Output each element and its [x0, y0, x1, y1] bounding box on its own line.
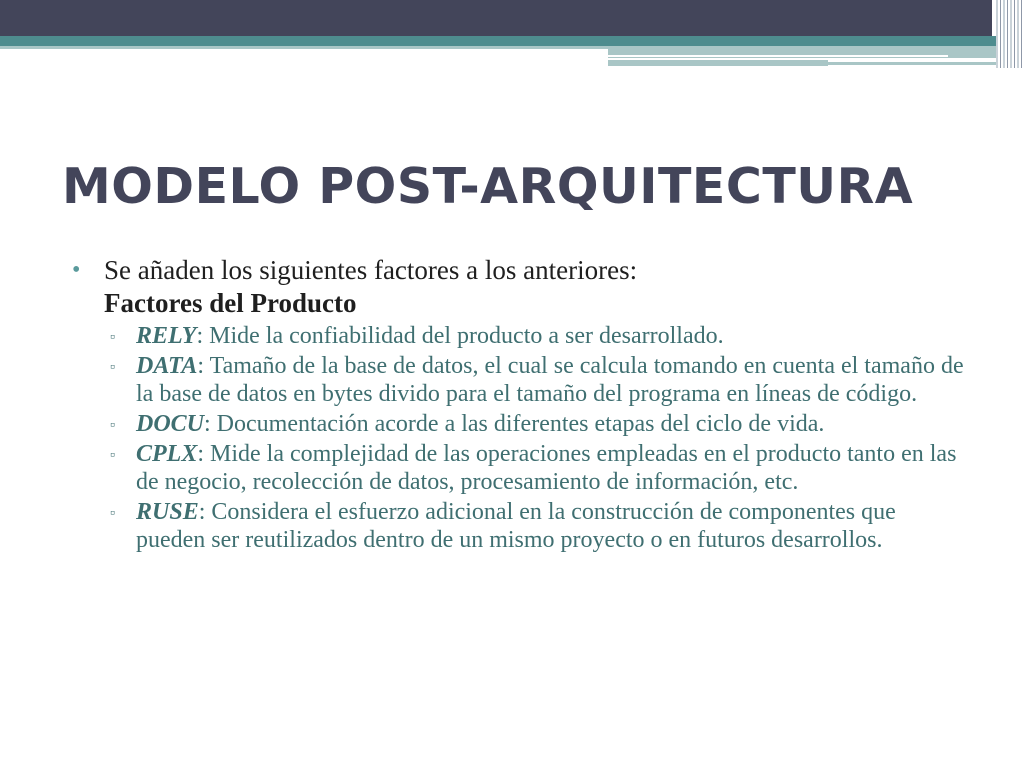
factor-desc: : Considera el esfuerzo adicional en la construcción de componentes que pueden ser reutilizados dentro de un mismo proyecto o en futuros desarrollos.	[136, 499, 896, 553]
bullet-dot-icon: •	[72, 257, 81, 283]
factor-list	[70, 322, 970, 554]
square-bullet-icon: ▫	[110, 506, 115, 521]
header-band-teal	[0, 36, 1000, 46]
factor-key: CPLX	[136, 441, 198, 467]
square-bullet-icon: ▫	[110, 360, 115, 375]
header-stripes	[996, 0, 1024, 68]
slide-content	[70, 254, 970, 556]
factor-desc: : Mide la confiabilidad del producto a ser desarrollado.	[196, 323, 724, 349]
intro-text: Se añaden los siguientes factores a los anteriores:	[104, 255, 638, 285]
factor-key: DATA	[136, 353, 198, 379]
factor-item-rely	[70, 322, 970, 350]
header-band-bottom-2	[828, 62, 1000, 65]
factor-desc: : Documentación acorde a las diferentes etapas del ciclo de vida.	[204, 411, 825, 437]
bullet-intro	[70, 254, 970, 320]
factor-item-docu	[70, 410, 970, 438]
square-bullet-icon: ▫	[110, 448, 115, 463]
header-band-light-left	[0, 46, 608, 49]
section-heading: Factores del Producto	[104, 288, 357, 318]
slide-title: MODELO POST-ARQUITECTURA	[62, 158, 914, 215]
factor-item-ruse	[70, 498, 970, 554]
square-bullet-icon: ▫	[110, 418, 115, 433]
header-band-dark	[0, 0, 992, 36]
header-divider-line	[608, 55, 948, 57]
factor-desc: : Tamaño de la base de datos, el cual se calcula tomando en cuenta el tamaño de la base de datos en bytes divido para el tamaño del programa en líneas de código.	[136, 353, 964, 407]
square-bullet-icon: ▫	[110, 330, 115, 345]
factor-desc: : Mide la complejidad de las operaciones empleadas en el producto tanto en las de negocio, recolección de datos, procesamiento de información, etc.	[136, 441, 957, 495]
factor-key: DOCU	[136, 411, 205, 437]
factor-item-data	[70, 352, 970, 408]
factor-item-cplx	[70, 440, 970, 496]
factor-key: RELY	[136, 323, 197, 349]
header-band-bottom	[608, 60, 828, 66]
factor-key: RUSE	[136, 499, 199, 525]
